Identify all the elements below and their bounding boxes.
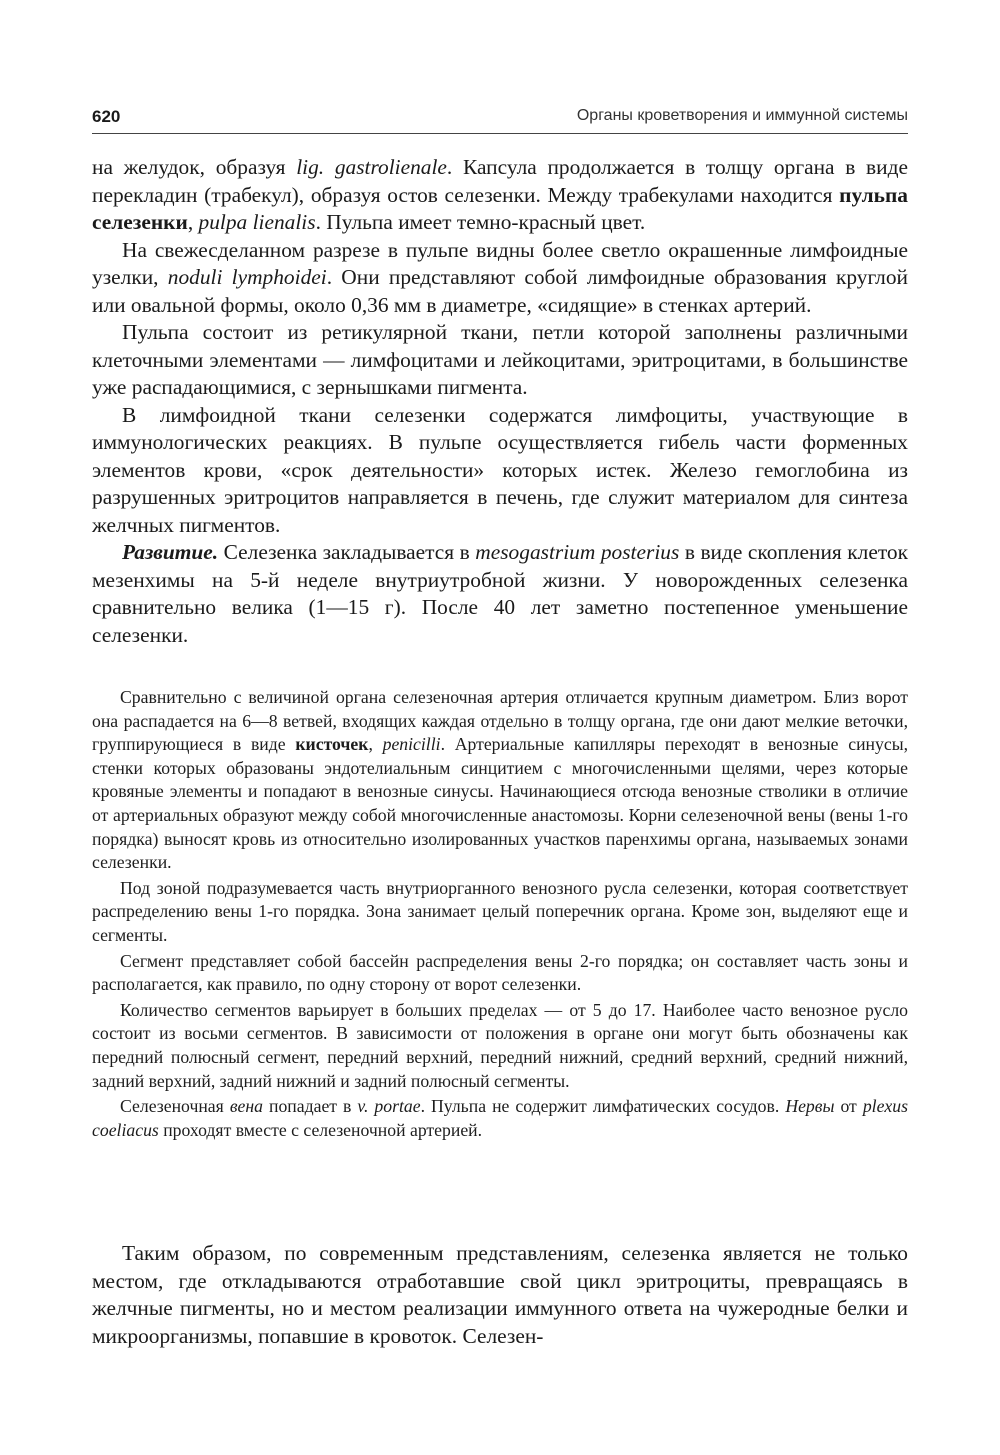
small-print-block (92, 686, 908, 1144)
paragraph-capsule: на желудок, образуя lig. gastrolienale. Капсула продолжается в толщу органа в виде перекладин (трабекул), образуя остов селезенки. Между трабекулами находится пульпа селезенки, pulpa lienalis. Пульпа имеет темно-красный цвет. (92, 155, 908, 234)
paragraph-lymphoid-tissue: В лимфоидной ткани селезенки содержатся лимфоциты, участвующие в иммунологических реакциях. В пульпе осуществляется гибель части форменных элементов крови, «срок деятельности» которых истек. Железо гемоглобина из разрушенных эритроцитов направляется в печень, где служит материалом для синтеза желчных пигментов. (92, 402, 908, 537)
running-title: Органы кроветворения и иммунной системы (576, 107, 908, 124)
small-paragraph-zone: Под зоной подразумевается часть внутриорганного венозного русла селезенки, которая соответствует распределению вены 1-го порядка. Зона занимает целый поперечник органа. Кроме зон, выделяют еще и сегменты. (92, 877, 908, 945)
closing-text-block (92, 1240, 908, 1350)
page-number: 620 (92, 107, 121, 126)
small-paragraph-artery: Сравнительно с величиной органа селезеночная артерия отличается крупным диаметром. Близ ворот она распадается на 6—8 ветвей, входящих каждая отдельно в толщу органа, где они дают мелкие веточки, группирующиеся в виде кисточек, penicilli. Артериальные капилляры переходят в венозные синусы, стенки которых образованы эндотелиальным синцитием с многочисленными щелями, через которые кровяные элементы и попадают в венозные синусы. Начинающиеся отсюда венозные стволики в отличие от артериальных образуют между собой многочисленные анастомозы. Корни селезеночной вены (вены 1-го порядка) выносят кровь из относительно изолированных участков паренхимы органа, называемых зонами селезенки. (92, 687, 908, 873)
small-paragraph-segment: Сегмент представляет собой бассейн распределения вены 2-го порядка; он составляет часть зоны и располагается, как правило, по одну сторону от ворот селезенки. (92, 950, 908, 995)
small-paragraph-vein-nerves: Селезеночная вена попадает в v. portae. Пульпа не содержит лимфатических сосудов. Нервы от plexus coeliacus проходят вместе с селезеночной артерией. (92, 1096, 908, 1140)
running-header (92, 105, 908, 131)
small-paragraph-segment-count: Количество сегментов варьирует в больших пределах — от 5 до 17. Наиболее часто венозное русло состоит из восьми сегментов. В зависимости от положения в органе они могут быть обозначены как передний полюсный сегмент, передний верхний, передний нижний, средний верхний, средний нижний, задний верхний, задний нижний и задний полюсный сегменты. (92, 999, 908, 1091)
paragraph-pulp-structure: Пульпа состоит из ретикулярной ткани, петли которой заполнены различными клеточными элементами — лимфоцитами и лейкоцитами, эритроцитами, в большинстве уже распадающимися, с зернышками пигмента. (92, 320, 908, 399)
paragraph-development: Развитие. Селезенка закладывается в mesogastrium posterius в виде скопления клеток мезенхимы на 5-й неделе внутриутробной жизни. У новорожденных селезенка сравнительно велика (1—15 г). После 40 лет заметно постепенное уменьшение селезенки. (92, 540, 909, 647)
main-text-block (92, 154, 908, 649)
paragraph-conclusion: Таким образом, по современным представлениям, селезенка является не только местом, где откладываются отработавшие свой цикл эритроциты, превращаясь в желчные пигменты, но и местом реализации иммунного ответа на чужеродные белки и микроорганизмы, попавшие в кровоток. Селезен- (92, 1241, 908, 1348)
paragraph-lymphoid-nodules: На свежесделанном разрезе в пульпе видны более светло окрашенные лимфоидные узелки, noduli lymphoidei. Они представляют собой лимфоидные образования круглой или овальной формы, около 0,36 мм в диаметре, «сидящие» в стенках артерий. (92, 237, 908, 317)
header-rule (92, 133, 908, 134)
